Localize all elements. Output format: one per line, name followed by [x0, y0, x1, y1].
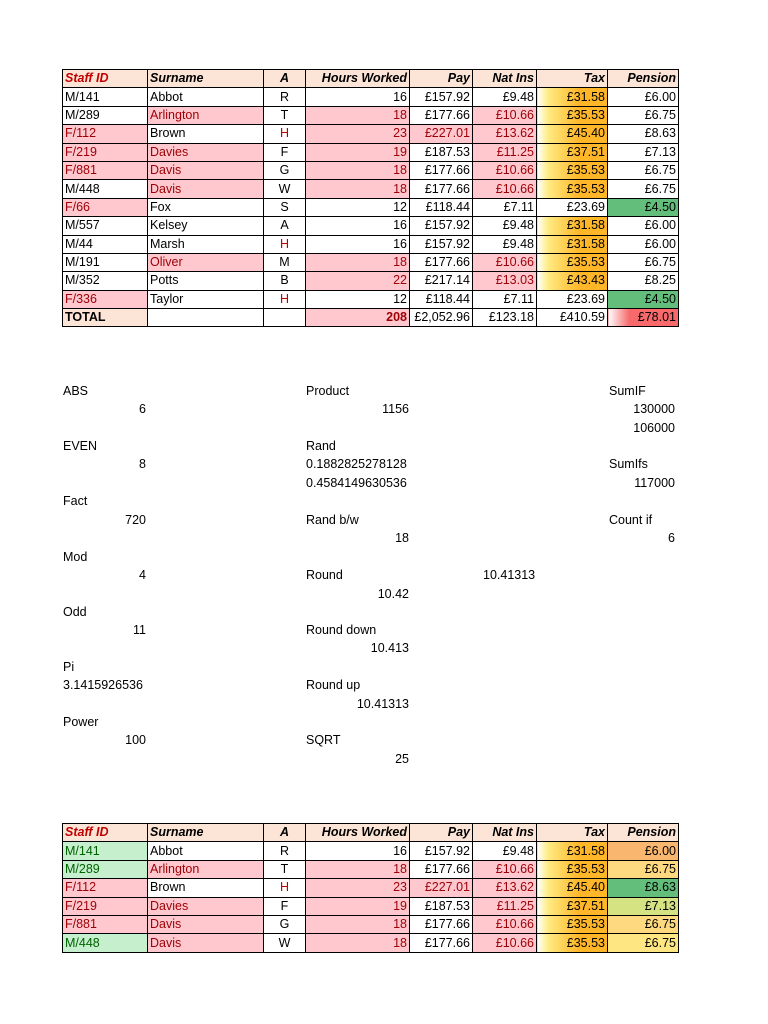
- cell-nat-ins[interactable]: £11.25: [473, 897, 537, 915]
- staff-table-2: [62, 823, 679, 953]
- cell-surname[interactable]: Arlington: [148, 860, 264, 878]
- cell-pay[interactable]: £187.53: [410, 143, 473, 161]
- cell-surname[interactable]: Marsh: [148, 235, 264, 253]
- cell-nat-ins[interactable]: £11.25: [473, 143, 537, 161]
- cell-tax[interactable]: £31.58: [537, 842, 608, 860]
- mod-label: Mod: [63, 550, 88, 564]
- header-nat-ins[interactable]: Nat Ins: [473, 70, 537, 88]
- power-value[interactable]: 100: [125, 733, 146, 747]
- cell-tax[interactable]: £31.58: [537, 217, 608, 235]
- cell-pension[interactable]: £8.63: [608, 125, 679, 143]
- cell-hours[interactable]: 18: [306, 106, 410, 124]
- header-surname[interactable]: Surname: [148, 70, 264, 88]
- cell-staff-id[interactable]: M/289: [63, 860, 148, 878]
- cell-staff-id[interactable]: M/448: [63, 180, 148, 198]
- cell-pay[interactable]: £118.44: [410, 198, 473, 216]
- cell-pension[interactable]: £4.50: [608, 290, 679, 308]
- cell-pension[interactable]: £6.75: [608, 934, 679, 952]
- cell-a[interactable]: T: [264, 106, 306, 124]
- sumifs-value[interactable]: 117000: [634, 476, 675, 490]
- cell-pension[interactable]: £6.75: [608, 253, 679, 271]
- cell-staff-id[interactable]: M/448: [63, 934, 148, 952]
- cell-pension[interactable]: £6.75: [608, 915, 679, 933]
- cell-pay[interactable]: £177.66: [410, 253, 473, 271]
- cell-pay[interactable]: £157.92: [410, 235, 473, 253]
- countif-value[interactable]: 6: [668, 531, 675, 545]
- odd-value[interactable]: 11: [133, 623, 146, 637]
- cell-staff-id[interactable]: F/112: [63, 125, 148, 143]
- cell-a[interactable]: W: [264, 934, 306, 952]
- header-hours-worked[interactable]: Hours Worked: [306, 824, 410, 842]
- cell-a[interactable]: R: [264, 88, 306, 106]
- cell-hours[interactable]: 22: [306, 272, 410, 290]
- cell-hours[interactable]: 16: [306, 88, 410, 106]
- rand-bw-label: Rand b/w: [306, 513, 359, 527]
- power-label: Power: [63, 715, 99, 729]
- cell-a[interactable]: W: [264, 180, 306, 198]
- cell-staff-id[interactable]: M/557: [63, 217, 148, 235]
- table-row: [63, 934, 679, 952]
- cell-nat-ins[interactable]: £9.48: [473, 88, 537, 106]
- cell-staff-id[interactable]: M/141: [63, 88, 148, 106]
- cell-hours[interactable]: 18: [306, 934, 410, 952]
- table-row: [63, 88, 679, 106]
- table-header-row: [63, 70, 679, 88]
- countif-label: Count if: [609, 513, 653, 527]
- cell-pay[interactable]: £227.01: [410, 125, 473, 143]
- cell-pension[interactable]: £8.63: [608, 879, 679, 897]
- cell-hours[interactable]: 19: [306, 897, 410, 915]
- odd-label: Odd: [63, 605, 87, 619]
- cell-staff-id[interactable]: M/44: [63, 235, 148, 253]
- table-row: [63, 180, 679, 198]
- total-label[interactable]: TOTAL: [63, 309, 148, 327]
- cell-pension[interactable]: £6.00: [608, 217, 679, 235]
- cell-pension[interactable]: £7.13: [608, 897, 679, 915]
- cell-pay[interactable]: £157.92: [410, 842, 473, 860]
- cell-nat-ins[interactable]: £9.48: [473, 217, 537, 235]
- table-row: [63, 253, 679, 271]
- cell-a[interactable]: G: [264, 161, 306, 179]
- mod-value[interactable]: 4: [139, 568, 146, 582]
- cell-nat-ins[interactable]: £13.62: [473, 879, 537, 897]
- round-up-label: Round up: [306, 678, 361, 692]
- cell-pay[interactable]: £157.92: [410, 217, 473, 235]
- table-row: [63, 235, 679, 253]
- cell-pay[interactable]: £187.53: [410, 897, 473, 915]
- cell-staff-id[interactable]: F/219: [63, 143, 148, 161]
- cell-nat-ins[interactable]: £10.66: [473, 180, 537, 198]
- round-value[interactable]: 10.42: [377, 587, 409, 601]
- cell-nat-ins[interactable]: £13.62: [473, 125, 537, 143]
- total-nat-ins[interactable]: £123.18: [473, 309, 537, 327]
- cell-a[interactable]: S: [264, 198, 306, 216]
- cell-pension[interactable]: £6.75: [608, 106, 679, 124]
- cell-nat-ins[interactable]: £13.03: [473, 272, 537, 290]
- cell-hours[interactable]: 16: [306, 217, 410, 235]
- cell-a[interactable]: A: [264, 217, 306, 235]
- header-nat-ins[interactable]: Nat Ins: [473, 824, 537, 842]
- total-surname-empty[interactable]: [148, 309, 264, 327]
- rand-label: Rand: [306, 439, 336, 453]
- cell-tax[interactable]: £45.40: [537, 125, 608, 143]
- sumifs-label: SumIfs: [609, 457, 648, 471]
- total-a-empty[interactable]: [264, 309, 306, 327]
- sqrt-label: SQRT: [306, 733, 341, 747]
- header-pay[interactable]: Pay: [410, 824, 473, 842]
- cell-hours[interactable]: 19: [306, 143, 410, 161]
- table-row: [63, 217, 679, 235]
- table-header-row: [63, 824, 679, 842]
- cell-nat-ins[interactable]: £10.66: [473, 161, 537, 179]
- cell-pension[interactable]: £6.00: [608, 88, 679, 106]
- table-row: [63, 915, 679, 933]
- cell-tax[interactable]: £37.51: [537, 143, 608, 161]
- cell-hours[interactable]: 23: [306, 125, 410, 143]
- sumif-label: SumIF: [609, 384, 646, 398]
- table-row: [63, 106, 679, 124]
- table-row: [63, 897, 679, 915]
- product-value[interactable]: 1156: [382, 402, 409, 416]
- cell-staff-id[interactable]: F/112: [63, 879, 148, 897]
- pi-value[interactable]: 3.1415926536: [63, 678, 143, 692]
- cell-hours[interactable]: 12: [306, 198, 410, 216]
- cell-staff-id[interactable]: F/881: [63, 915, 148, 933]
- cell-pay[interactable]: £177.66: [410, 180, 473, 198]
- cell-a[interactable]: H: [264, 125, 306, 143]
- total-hours[interactable]: 208: [306, 309, 410, 327]
- cell-nat-ins[interactable]: £10.66: [473, 106, 537, 124]
- cell-a[interactable]: G: [264, 915, 306, 933]
- header-staff-id[interactable]: Staff ID: [63, 70, 148, 88]
- cell-surname[interactable]: Potts: [148, 272, 264, 290]
- cell-tax[interactable]: £43.43: [537, 272, 608, 290]
- abs-value[interactable]: 6: [139, 402, 146, 416]
- even-value[interactable]: 8: [139, 457, 146, 471]
- cell-tax[interactable]: £35.53: [537, 180, 608, 198]
- staff-table: [62, 69, 679, 327]
- cell-pay[interactable]: £217.14: [410, 272, 473, 290]
- cell-a[interactable]: T: [264, 860, 306, 878]
- fact-label: Fact: [63, 494, 88, 508]
- cell-surname[interactable]: Taylor: [148, 290, 264, 308]
- cell-surname[interactable]: Davis: [148, 180, 264, 198]
- header-surname[interactable]: Surname: [148, 824, 264, 842]
- cell-pension[interactable]: £8.25: [608, 272, 679, 290]
- round-label: Round: [306, 568, 343, 582]
- rand-value-1[interactable]: 0.1882825278128: [306, 457, 407, 471]
- cell-tax[interactable]: £37.51: [537, 897, 608, 915]
- cell-tax[interactable]: £35.53: [537, 106, 608, 124]
- cell-pension[interactable]: £6.00: [608, 235, 679, 253]
- cell-a[interactable]: M: [264, 253, 306, 271]
- cell-a[interactable]: R: [264, 842, 306, 860]
- cell-surname[interactable]: Brown: [148, 125, 264, 143]
- cell-nat-ins[interactable]: £10.66: [473, 253, 537, 271]
- abs-label: ABS: [63, 384, 89, 398]
- table-row: [63, 879, 679, 897]
- cell-pay[interactable]: £227.01: [410, 879, 473, 897]
- cell-surname[interactable]: Brown: [148, 879, 264, 897]
- fact-value[interactable]: 720: [125, 513, 146, 527]
- cell-hours[interactable]: 16: [306, 842, 410, 860]
- cell-hours[interactable]: 23: [306, 879, 410, 897]
- cell-pension[interactable]: £4.50: [608, 198, 679, 216]
- table-row: [63, 161, 679, 179]
- pi-label: Pi: [63, 660, 75, 674]
- cell-pay[interactable]: £177.66: [410, 161, 473, 179]
- even-label: EVEN: [63, 439, 98, 453]
- header-staff-id[interactable]: Staff ID: [63, 824, 148, 842]
- cell-tax[interactable]: £35.53: [537, 860, 608, 878]
- cell-a[interactable]: F: [264, 897, 306, 915]
- cell-tax[interactable]: £23.69: [537, 198, 608, 216]
- header-a[interactable]: A: [264, 824, 306, 842]
- header-hours-worked[interactable]: Hours Worked: [306, 70, 410, 88]
- cell-a[interactable]: H: [264, 235, 306, 253]
- cell-staff-id[interactable]: F/66: [63, 198, 148, 216]
- cell-staff-id[interactable]: M/191: [63, 253, 148, 271]
- sqrt-value[interactable]: 25: [395, 752, 409, 766]
- round-down-value[interactable]: 10.413: [370, 641, 409, 655]
- table-row: [63, 290, 679, 308]
- cell-pay[interactable]: £177.66: [410, 106, 473, 124]
- cell-hours[interactable]: 18: [306, 860, 410, 878]
- cell-nat-ins[interactable]: £9.48: [473, 842, 537, 860]
- cell-tax[interactable]: £35.53: [537, 253, 608, 271]
- cell-tax[interactable]: £35.53: [537, 915, 608, 933]
- cell-hours[interactable]: 18: [306, 915, 410, 933]
- cell-nat-ins[interactable]: £7.11: [473, 198, 537, 216]
- round-down-label: Round down: [306, 623, 377, 637]
- table-row: [63, 198, 679, 216]
- cell-staff-id[interactable]: M/141: [63, 842, 148, 860]
- cell-pension[interactable]: £6.00: [608, 842, 679, 860]
- cell-pay[interactable]: £118.44: [410, 290, 473, 308]
- header-a[interactable]: A: [264, 70, 306, 88]
- table-total-row: [63, 309, 679, 327]
- cell-pay[interactable]: £177.66: [410, 934, 473, 952]
- cell-hours[interactable]: 12: [306, 290, 410, 308]
- cell-a[interactable]: H: [264, 879, 306, 897]
- cell-surname[interactable]: Abbot: [148, 842, 264, 860]
- total-pension[interactable]: £78.01: [608, 309, 679, 327]
- cell-pay[interactable]: £157.92: [410, 88, 473, 106]
- cell-surname[interactable]: Fox: [148, 198, 264, 216]
- cell-surname[interactable]: Davies: [148, 897, 264, 915]
- cell-tax[interactable]: £35.53: [537, 934, 608, 952]
- cell-nat-ins[interactable]: £10.66: [473, 860, 537, 878]
- total-tax[interactable]: £410.59: [537, 309, 608, 327]
- cell-staff-id[interactable]: F/219: [63, 897, 148, 915]
- cell-hours[interactable]: 18: [306, 180, 410, 198]
- cell-surname[interactable]: Abbot: [148, 88, 264, 106]
- rand-value-2[interactable]: 0.4584149630536: [306, 476, 407, 490]
- sumif-value-1[interactable]: 130000: [633, 402, 675, 416]
- header-tax[interactable]: Tax: [537, 70, 608, 88]
- cell-pension[interactable]: £6.75: [608, 860, 679, 878]
- cell-hours[interactable]: 16: [306, 235, 410, 253]
- cell-a[interactable]: F: [264, 143, 306, 161]
- cell-pay[interactable]: £177.66: [410, 915, 473, 933]
- cell-hours[interactable]: 18: [306, 253, 410, 271]
- header-pay[interactable]: Pay: [410, 70, 473, 88]
- cell-tax[interactable]: £23.69: [537, 290, 608, 308]
- cell-nat-ins[interactable]: £10.66: [473, 934, 537, 952]
- cell-tax[interactable]: £45.40: [537, 879, 608, 897]
- cell-staff-id[interactable]: M/289: [63, 106, 148, 124]
- cell-surname[interactable]: Davies: [148, 143, 264, 161]
- table-row: [63, 272, 679, 290]
- cell-nat-ins[interactable]: £9.48: [473, 235, 537, 253]
- cell-staff-id[interactable]: F/336: [63, 290, 148, 308]
- cell-staff-id[interactable]: F/881: [63, 161, 148, 179]
- table-row: [63, 143, 679, 161]
- cell-surname[interactable]: Arlington: [148, 106, 264, 124]
- total-pay[interactable]: £2,052.96: [410, 309, 473, 327]
- cell-surname[interactable]: Davis: [148, 915, 264, 933]
- cell-staff-id[interactable]: M/352: [63, 272, 148, 290]
- cell-surname[interactable]: Oliver: [148, 253, 264, 271]
- header-pension[interactable]: Pension: [608, 70, 679, 88]
- table-row: [63, 125, 679, 143]
- cell-a[interactable]: B: [264, 272, 306, 290]
- cell-nat-ins[interactable]: £10.66: [473, 915, 537, 933]
- cell-tax[interactable]: £35.53: [537, 161, 608, 179]
- cell-nat-ins[interactable]: £7.11: [473, 290, 537, 308]
- table-row: [63, 860, 679, 878]
- cell-pension[interactable]: £6.75: [608, 161, 679, 179]
- header-pension[interactable]: Pension: [608, 824, 679, 842]
- header-tax[interactable]: Tax: [537, 824, 608, 842]
- rand-bw-value[interactable]: 18: [395, 531, 409, 545]
- cell-hours[interactable]: 18: [306, 161, 410, 179]
- cell-pension[interactable]: £7.13: [608, 143, 679, 161]
- round-source-value[interactable]: 10.41313: [483, 568, 536, 582]
- cell-tax[interactable]: £31.58: [537, 235, 608, 253]
- cell-pay[interactable]: £177.66: [410, 860, 473, 878]
- cell-tax[interactable]: £31.58: [537, 88, 608, 106]
- cell-a[interactable]: H: [264, 290, 306, 308]
- cell-surname[interactable]: Davis: [148, 161, 264, 179]
- sumif-value-2[interactable]: 106000: [633, 421, 675, 435]
- cell-surname[interactable]: Kelsey: [148, 217, 264, 235]
- round-up-value[interactable]: 10.41313: [356, 697, 409, 711]
- cell-pension[interactable]: £6.75: [608, 180, 679, 198]
- product-label: Product: [306, 384, 350, 398]
- cell-surname[interactable]: Davis: [148, 934, 264, 952]
- table-row: [63, 842, 679, 860]
